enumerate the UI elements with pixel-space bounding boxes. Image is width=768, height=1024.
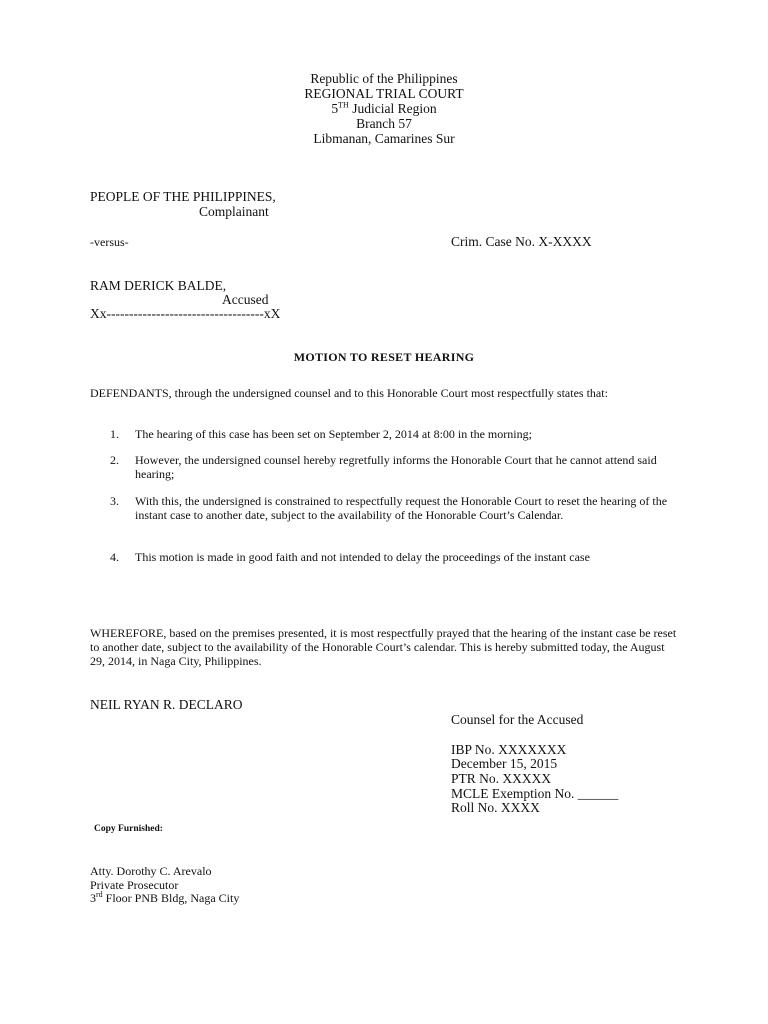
prayer-paragraph: WHEREFORE, based on the premises presented, it is most respectfully prayed that the hearing of the instant case be reset to another date, subject to the availability of the Honorable Court’s calendar. This is hereby submitted today, the August 29, 2014, in Naga City, Philippines. (90, 626, 677, 668)
accused-name: RAM DERICK BALDE, (90, 278, 227, 293)
court-header (0, 71, 768, 146)
mcle-number: MCLE Exemption No. ______ (451, 786, 619, 801)
header-branch: Branch 57 (356, 116, 412, 131)
copy-recipient-name: Atty. Dorothy C. Arevalo (90, 864, 212, 878)
ptr-number: PTR No. XXXXX (451, 771, 552, 786)
list-item-number: 4. (110, 550, 119, 564)
caption-divider: Xx-----------------------------------xX (90, 306, 281, 321)
list-item-text: The hearing of this case has been set on September 2, 2014 at 8:00 in the morning; (135, 427, 532, 441)
ibp-date: December 15, 2015 (451, 756, 558, 771)
counsel-role: Counsel for the Accused (451, 712, 584, 727)
copy-recipient-role: Private Prosecutor (90, 878, 179, 892)
versus-label: -versus- (90, 235, 129, 249)
counsel-name: NEIL RYAN R. DECLARO (90, 697, 243, 712)
case-number: Crim. Case No. X-XXXX (451, 234, 592, 249)
list-item-text: With this, the undersigned is constrained to respectfully request the Honorable Court to reset the hearing of the instant case to another date, subject to the availability of the Honorable Court’s Calendar. (135, 494, 668, 522)
list-item-text: However, the undersigned counsel hereby regretfully informs the Honorable Court that he cannot attend said hearing; (135, 453, 657, 481)
copy-furnished-label: Copy Furnished: (94, 824, 163, 834)
intro-paragraph: DEFENDANTS, through the undersigned counsel and to this Honorable Court most respectfully states that: (90, 386, 608, 400)
list-item-number: 3. (110, 494, 119, 508)
ibp-number: IBP No. XXXXXXX (451, 742, 567, 757)
header-republic: Republic of the Philippines (310, 71, 458, 86)
list-item-number: 1. (110, 427, 119, 441)
copy-recipient-address: 3rd Floor PNB Bldg, Naga City (90, 890, 240, 905)
motion-title: MOTION TO RESET HEARING (293, 350, 475, 364)
header-region: 5TH Judicial Region (331, 100, 437, 116)
plaintiff-role: Complainant (199, 204, 269, 219)
plaintiff-name: PEOPLE OF THE PHILIPPINES, (90, 189, 276, 204)
list-item-number: 2. (110, 453, 119, 467)
header-location: Libmanan, Camarines Sur (313, 131, 455, 146)
roll-number: Roll No. XXXX (451, 800, 540, 815)
list-item-text: This motion is made in good faith and not intended to delay the proceedings of the instant case (135, 550, 590, 564)
header-court: REGIONAL TRIAL COURT (304, 86, 464, 101)
accused-role: Accused (222, 292, 269, 307)
